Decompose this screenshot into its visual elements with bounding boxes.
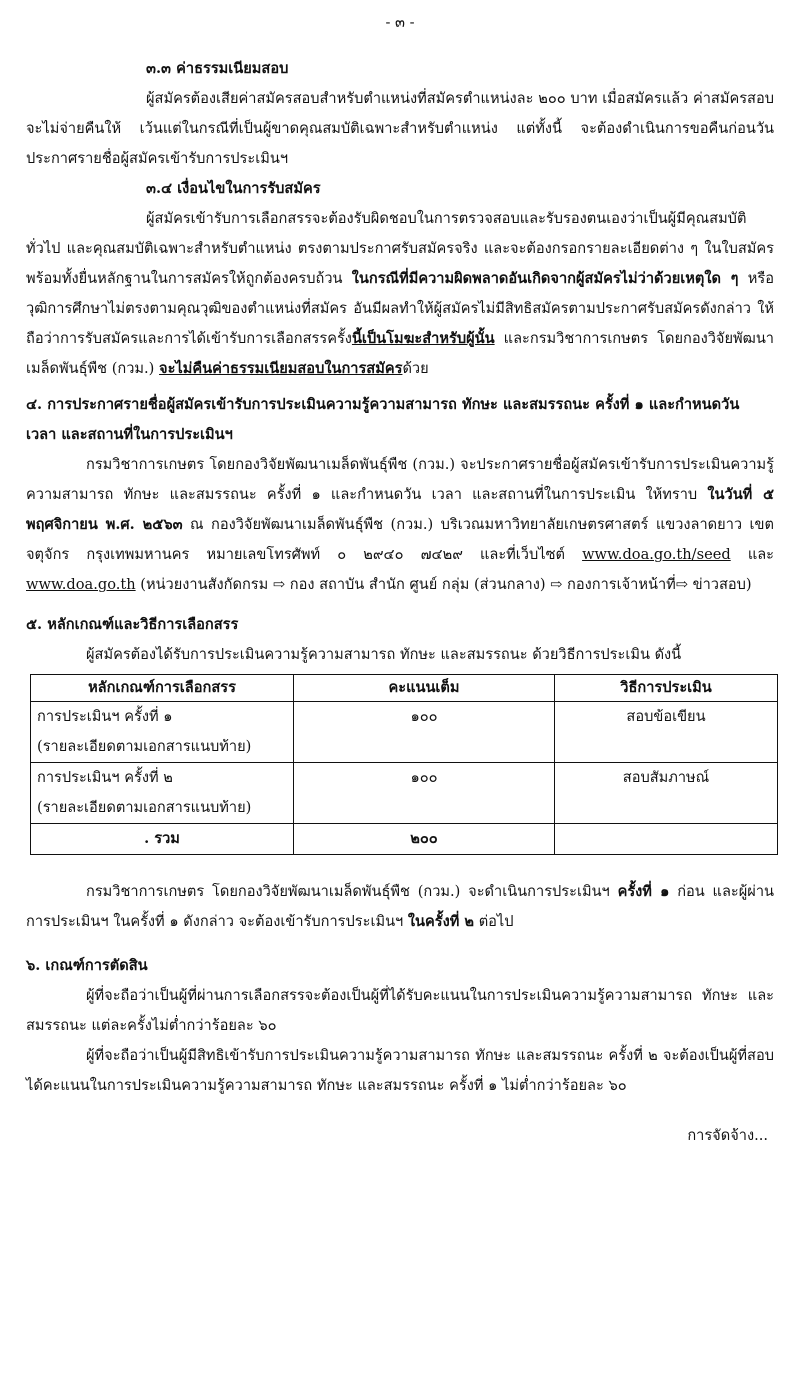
- table-header-criteria: หลักเกณฑ์การเลือกสรร: [31, 675, 294, 702]
- table-cell-criteria: การประเมินฯ ครั้งที่ ๑ (รายละเอียดตามเอกสารแนบท้าย): [31, 702, 294, 763]
- table-header-score: คะแนนเต็ม: [294, 675, 555, 702]
- s34-text-3: และกรมวิชาการเกษตร โดยกองวิจัยพัฒนาเมล็ดพันธุ์พืช (กวม.): [26, 330, 774, 377]
- s4-and: และ: [747, 546, 775, 563]
- section-6: [26, 951, 774, 1101]
- section-3-4-body: [26, 204, 774, 384]
- table-header-method: วิธีการประเมิน: [555, 675, 778, 702]
- s34-text-2: หรือวุฒิการศึกษาไม่ตรงตามคุณวุฒิของตำแหน่งที่สมัคร อันมีผลทำให้ผู้สมัครไม่มีสิทธิสมัครตามประกาศรับสมัครดังกล่าว ให้ถือว่าการรับสมัครและการได้เข้ารับการเลือกสรรครั้ง: [26, 270, 775, 347]
- s34-underline-void: นี้เป็นโมฆะสำหรับผู้นั้น: [351, 330, 495, 347]
- link-doa-seed[interactable]: www.doa.go.th/seed: [582, 546, 731, 563]
- section-3-3: [26, 54, 774, 174]
- section-3-4: [26, 174, 774, 384]
- section-5-intro: ผู้สมัครต้องได้รับการประเมินความรู้ความสามารถ ทักษะ และสมรรถนะ ด้วยวิธีการประเมิน ดังนี้: [86, 646, 682, 663]
- s4-text-1: กรมวิชาการเกษตร โดยกองวิจัยพัฒนาเมล็ดพันธุ์พืช (กวม.) จะประกาศรายชื่อผู้สมัครเข้ารับการประเมินความรู้ความสามารถ ทักษะ และสมรรถนะ ครั้งที่ ๑ และกำหนดวัน เวลา และสถานที่ในการประเมิน ให้ทราบ: [26, 456, 774, 503]
- section-4: [26, 390, 774, 600]
- section-6-p1: ผู้ที่จะถือว่าเป็นผู้ที่ผ่านการเลือกสรรจะต้องเป็นผู้ที่ได้รับคะแนนในการประเมินความรู้ความสามารถ ทักษะ และสมรรถนะ แต่ละครั้งไม่ต่ำกว่าร้อยละ ๖๐: [26, 987, 774, 1034]
- table-total-row: [31, 824, 778, 855]
- table-cell-method: สอบสัมภาษณ์: [555, 763, 778, 824]
- section-4-body: [26, 450, 774, 600]
- section-6-p2: ผู้ที่จะถือว่าเป็นผู้มีสิทธิเข้ารับการประเมินความรู้ความสามารถ ทักษะ และสมรรถนะ ครั้งที่ ๒ จะต้องเป็นผู้ที่สอบได้คะแนนในการประเมินความรู้ความสามารถ ทักษะ และสมรรถนะ ครั้งที่ ๑ ไม่ต่ำกว่าร้อยละ ๖๐: [26, 1047, 774, 1094]
- table-total-score: ๒๐๐: [294, 824, 555, 855]
- s34-text-1: ผู้สมัครเข้ารับการเลือกสรรจะต้องรับผิดชอบในการตรวจสอบและรับรองตนเองว่าเป็นผู้มีคุณสมบัติทั่วไป และคุณสมบัติเฉพาะสำหรับตำแหน่ง ตรงตามประกาศรับสมัครจริง และจะต้องกรอกรายละเอียดต่าง ๆ ในใบสมัคร พร้อมทั้งยื่นหลักฐานในการสมัครให้ถูกต้องครบถ้วน: [26, 210, 774, 287]
- s34-underline-fee: จะไม่คืนค่าธรรมเนียมสอบในการสมัคร: [159, 360, 403, 377]
- continued-footer: การจัดจ้าง...: [687, 1127, 768, 1144]
- section-3-3-heading: ๓.๓ ค่าธรรมเนียมสอบ: [146, 60, 289, 77]
- section-5-heading: ๕. หลักเกณฑ์และวิธีการเลือกสรร: [26, 616, 239, 633]
- table-total-empty: [555, 824, 778, 855]
- section-4-heading: ๔. การประกาศรายชื่อผู้สมัครเข้ารับการประเมินความรู้ความสามารถ ทักษะ และสมรรถนะ ครั้งที่ ๑ และกำหนดวัน เวลา และสถานที่ในการประเมินฯ: [26, 396, 740, 443]
- section-5-note: กรมวิชาการเกษตร โดยกองวิจัยพัฒนาเมล็ดพันธุ์พืช (กวม.) จะดำเนินการประเมินฯ ครั้งที่ ๑ ก่อน และผู้ผ่านการประเมินฯ ในครั้งที่ ๑ ดังกล่าว จะต้องเข้ารับการประเมินฯ ในครั้งที่ ๒ ต่อไป: [26, 883, 775, 930]
- note-round-1: ครั้งที่ ๑: [617, 883, 670, 900]
- section-3-4-heading: ๓.๔ เงื่อนไขในการรับสมัคร: [146, 180, 321, 197]
- table-cell-score: ๑๐๐: [294, 702, 555, 763]
- section-5: [26, 610, 774, 937]
- table-cell-criteria: การประเมินฯ ครั้งที่ ๒ (รายละเอียดตามเอกสารแนบท้าย): [31, 763, 294, 824]
- table-header-row: [31, 675, 778, 702]
- section-6-heading: ๖. เกณฑ์การตัดสิน: [26, 957, 148, 974]
- s34-bold-text: ในกรณีที่มีความผิดพลาดอันเกิดจากผู้สมัครไม่ว่าด้วยเหตุใด ๆ: [351, 270, 739, 287]
- table-row: [31, 763, 778, 824]
- s34-text-4: ด้วย: [402, 360, 429, 377]
- link-doa[interactable]: www.doa.go.th: [26, 576, 136, 593]
- table-total-label: . รวม: [31, 824, 294, 855]
- criteria-table: [30, 674, 778, 855]
- table-row: [31, 702, 778, 763]
- s4-text-2: ณ กองวิจัยพัฒนาเมล็ดพันธุ์พืช (กวม.) บริเวณมหาวิทยาลัยเกษตรศาสตร์ แขวงลาดยาว เขตจตุจักร กรุงเทพมหานคร หมายเลขโทรศัพท์ ๐ ๒๙๔๐ ๗๔๒๙ และที่เว็บไซต์: [26, 516, 774, 563]
- table-cell-score: ๑๐๐: [294, 763, 555, 824]
- page-number: - ๓ -: [385, 14, 415, 31]
- note-round-2: ในครั้งที่ ๒: [407, 913, 475, 930]
- table-cell-method: สอบข้อเขียน: [555, 702, 778, 763]
- s4-date: ในวันที่ ๕ พฤศจิกายน พ.ศ. ๒๕๖๓: [26, 486, 774, 533]
- section-3-3-body: ผู้สมัครต้องเสียค่าสมัครสอบสำหรับตำแหน่งที่สมัครตำแหน่งละ ๒๐๐ บาท เมื่อสมัครแล้ว ค่าสมัครสอบจะไม่จ่ายคืนให้ เว้นแต่ในกรณีที่เป็นผู้ขาดคุณสมบัติเฉพาะสำหรับตำแหน่ง แต่ทั้งนี้ จะต้องดำเนินการขอคืนก่อนวันประกาศรายชื่อผู้สมัครเข้ารับการประเมินฯ: [26, 90, 774, 167]
- s4-nav-path: (หน่วยงานสังกัดกรม ⇨ กอง สถาบัน สำนัก ศูนย์ กลุ่ม (ส่วนกลาง) ⇨ กองการเจ้าหน้าที่⇨ ข่าวสอบ): [140, 576, 752, 593]
